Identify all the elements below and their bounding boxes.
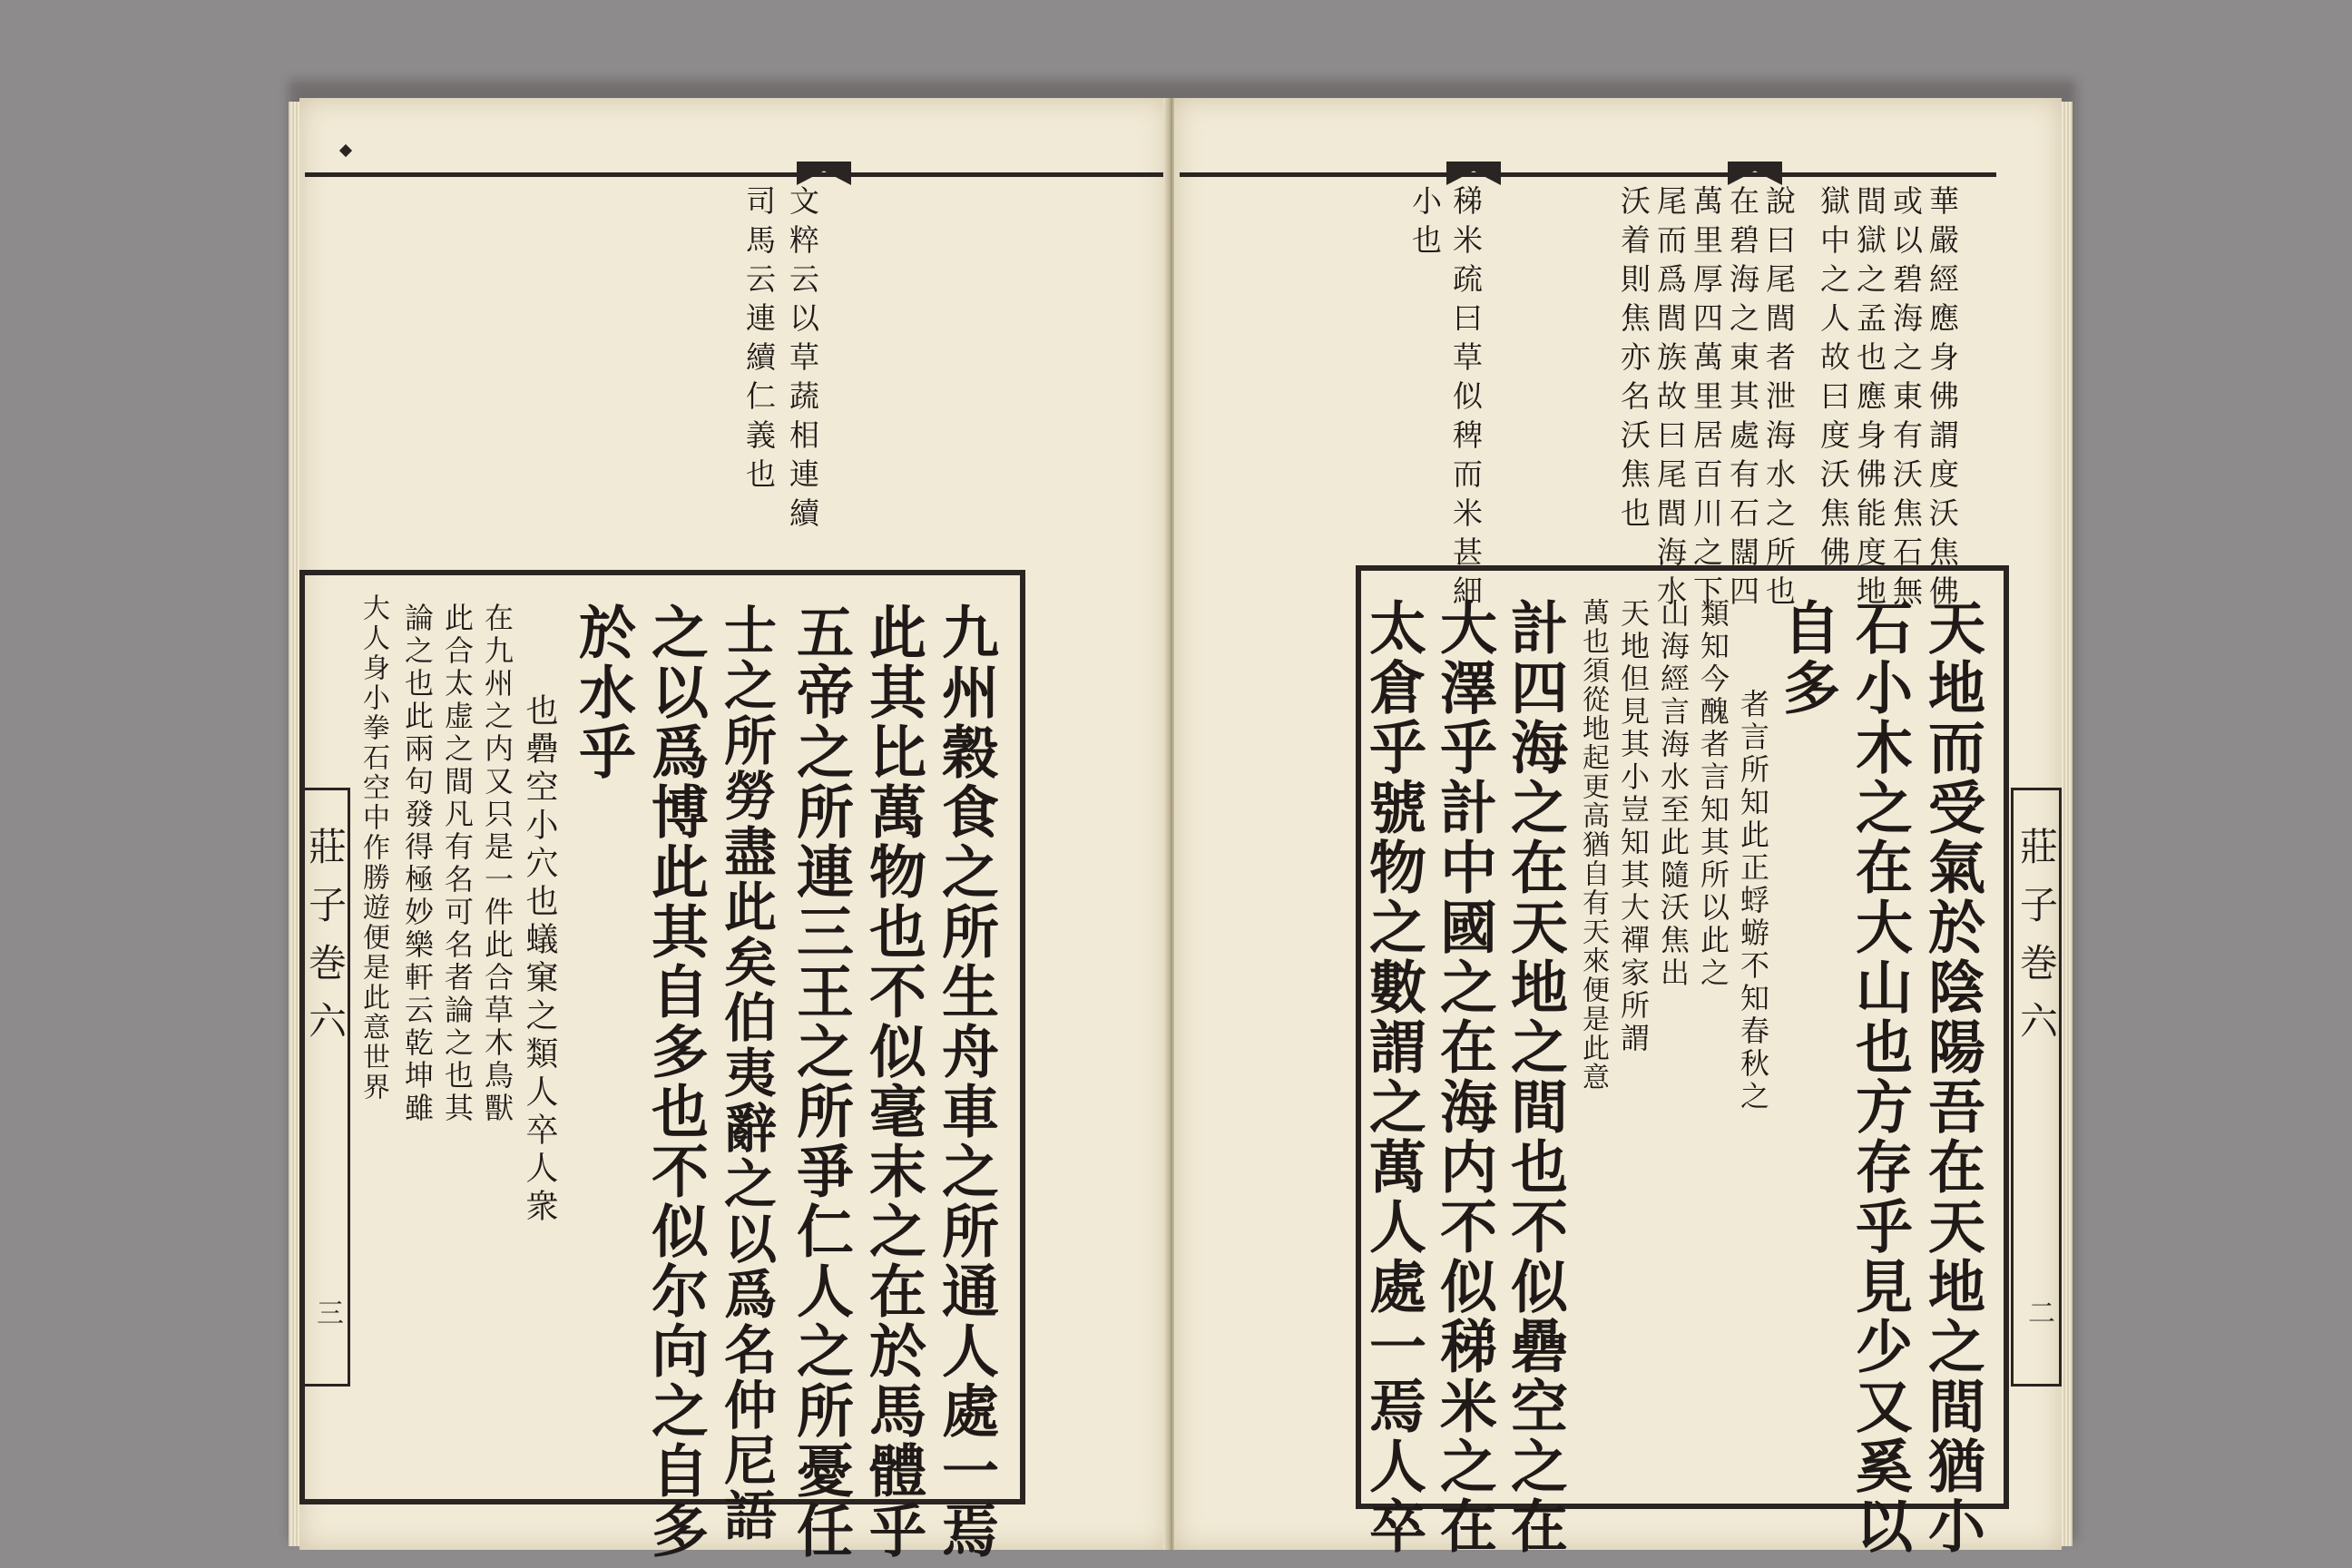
left-page (299, 98, 1169, 1561)
small-commentary-column: 大人身小拳石空中作勝遊便是此意世界 (358, 593, 389, 1102)
main-text-column: 此其比萬物也不似毫末之在於馬體乎 (860, 603, 927, 1561)
upper-border-right (1180, 172, 1996, 177)
upper-commentary-column: 司馬云連續仁義也 (741, 185, 777, 497)
small-commentary-column: 山海經言海水至此隨沃焦出 (1656, 598, 1690, 990)
upper-commentary-column: 華嚴經應身佛謂度沃焦佛 (1925, 185, 1960, 614)
small-commentary-column: 此合太虚之間凡有名可名者論之也其 (440, 603, 475, 1125)
main-text-column: 計四海之在天地之間也不似礨空之在 (1502, 598, 1569, 1556)
lower-frame (1356, 565, 2009, 1556)
small-commentary-column: 萬也須從地起更高猶自有天來便是此意 (1577, 598, 1609, 1092)
upper-commentary-column: 小也 (1407, 185, 1443, 263)
running-head-tab (2011, 788, 2062, 1387)
main-text-column: 於水乎 (570, 603, 637, 782)
small-commentary-column: 者言所知此正蜉蝣不知春秋之 (1736, 689, 1770, 1113)
upper-commentary-column: 稊米疏曰草似稗而米甚細 (1448, 185, 1484, 614)
upper-commentary-column: 尾而爲閭族故曰尾閭海水 (1652, 185, 1688, 614)
main-text-column: 天地而受氣於陰陽吾在天地之間猶小 (1919, 598, 1986, 1556)
small-commentary-column: 類知今醜者言知其所以此之 (1696, 598, 1730, 990)
small-commentary-column: 在九州之内又只是一件此合草木鳥獸 (480, 603, 514, 1125)
upper-commentary-column: 在碧海之東其處有石闊四 (1725, 185, 1760, 614)
corner-mark (339, 144, 352, 157)
upper-commentary-column: 萬里厚四萬里居百川之下 (1689, 185, 1724, 614)
running-head: 莊子巻六 (2014, 827, 2059, 1059)
main-text-column: 之以爲博此其自多也不似尔向之自多 (642, 603, 710, 1561)
running-head: 莊子巻六 (303, 827, 348, 1059)
small-commentary-column: 天地但見其小豈知其大禪家所謂 (1616, 598, 1651, 1055)
main-text-column: 士之所勞盡此矣伯夷辭之以爲名仲尼語 (715, 603, 777, 1544)
upper-commentary-column: 文粹云以草蔬相連續 (785, 185, 820, 536)
running-head-tab (299, 788, 350, 1387)
main-text-column: 石小木之在大山也方存乎見少又奚以 (1847, 598, 1914, 1556)
folio-number: 三 (311, 1298, 343, 1326)
upper-commentary-column: 說曰尾閭者泄海水之所也 (1761, 185, 1797, 614)
main-text-column: 九州穀食之所生舟車之所通人處一焉 (933, 603, 1000, 1561)
small-commentary-column: 也礨空小穴也蟻窠之類人卒人衆 (521, 693, 558, 1227)
folio-number: 二 (2023, 1298, 2054, 1326)
upper-commentary-column: 沃着則焦亦名沃焦也 (1616, 185, 1651, 536)
upper-commentary-column: 或以碧海之東有沃焦石無 (1888, 185, 1924, 614)
main-text-column: 太倉乎號物之數謂之萬人處一焉人卒 (1360, 598, 1427, 1556)
upper-commentary-column: 間獄之孟也應身佛能度地 (1852, 185, 1887, 614)
upper-commentary-column: 獄中之人故曰度沃焦佛 (1816, 185, 1851, 575)
main-text-column: 五帝之所連三王之所爭仁人之所憂任 (788, 603, 855, 1561)
main-text-column: 大澤乎計中國之在海内不似稊米之在 (1431, 598, 1498, 1556)
upper-border-left (305, 172, 1167, 177)
main-text-column: 自多 (1774, 598, 1841, 718)
small-commentary-column: 論之也此兩句發得極妙樂軒云乾坤雖 (400, 603, 435, 1125)
right-page-edge (2060, 102, 2073, 1546)
lower-frame (299, 570, 1025, 1561)
right-page (1174, 98, 2062, 1556)
